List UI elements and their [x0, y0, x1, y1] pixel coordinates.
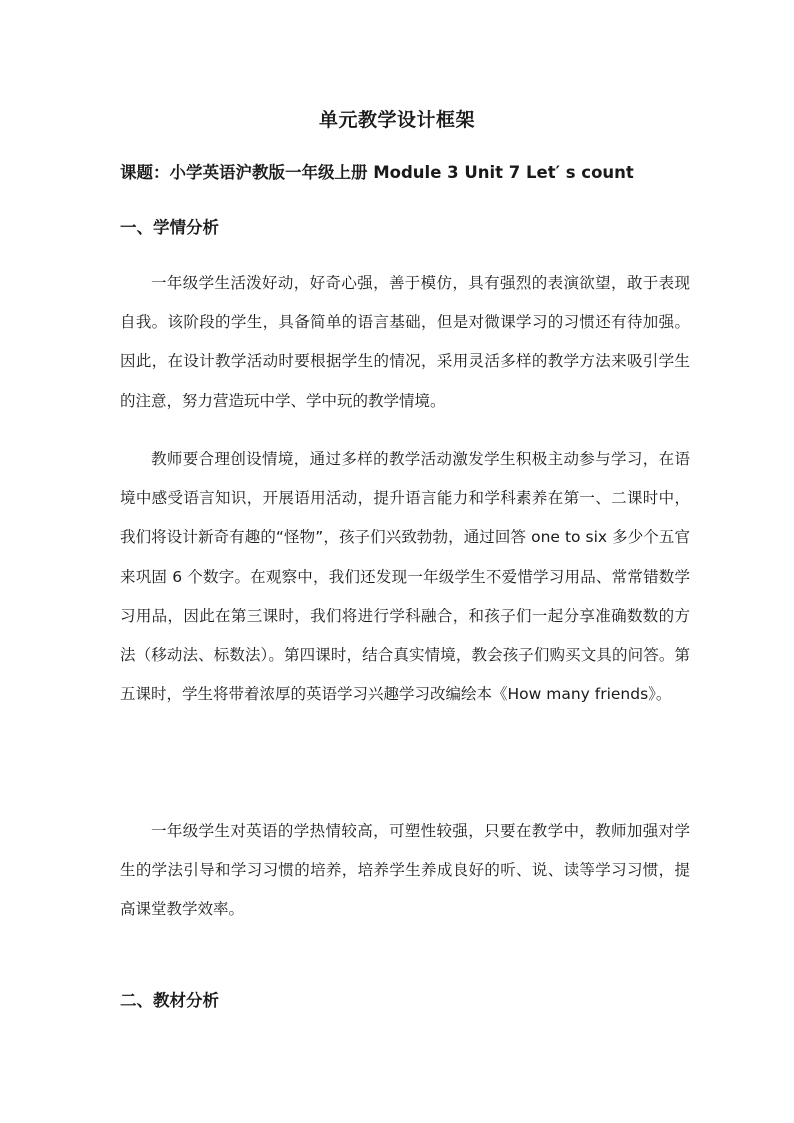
paragraph: 一年级学生活泼好动，好奇心强，善于模仿，具有强烈的表演欲望，敢于表现自我。该阶段的学生，具备简单的语言基础，但是对微课学习的习惯还有待加强。因此，在设计教学活动时要根据学生的情况，采用灵活多样的教学方法来吸引学生的注意，努力营造玩中学、学中玩的教学情境。	[120, 274, 690, 410]
paragraph: 一年级学生对英语的学热情较高，可塑性较强，只要在教学中，教师加强对学生的学法引导和学习习惯的培养，培养学生养成良好的听、说、读等学习习惯，提高课堂教学效率。	[120, 822, 690, 919]
section-heading-textbook-analysis: 二、教材分析	[120, 991, 219, 1010]
course-line: 课题：小学英语沪教版一年级上册 Module 3 Unit 7 Let′ s count	[120, 163, 634, 182]
section-heading-learner-analysis: 一、学情分析	[120, 218, 219, 237]
document-title: 单元教学设计框架	[318, 109, 475, 131]
paragraph: 教师要合理创设情境，通过多样的教学活动激发学生积极主动参与学习，在语境中感受语言知识，开展语用活动，提升语言能力和学科素养在第一、二课时中，我们将设计新奇有趣的“怪物”，孩子们兴致勃勃，通过回答 one to six 多少个五官来巩固 6 个数字。在观察中，我们还发现一年级学生不爱惜学习用品、常常错数学习用品，因此在第三课时，我们将进行学科融合，和孩子们一起分享准确数数的方法（移动法、标数法）。第四课时，结合真实情境，教会孩子们购买文具的问答。第五课时，学生将带着浓厚的英语学习兴趣学习改编绘本《How many friends》。	[120, 450, 690, 704]
